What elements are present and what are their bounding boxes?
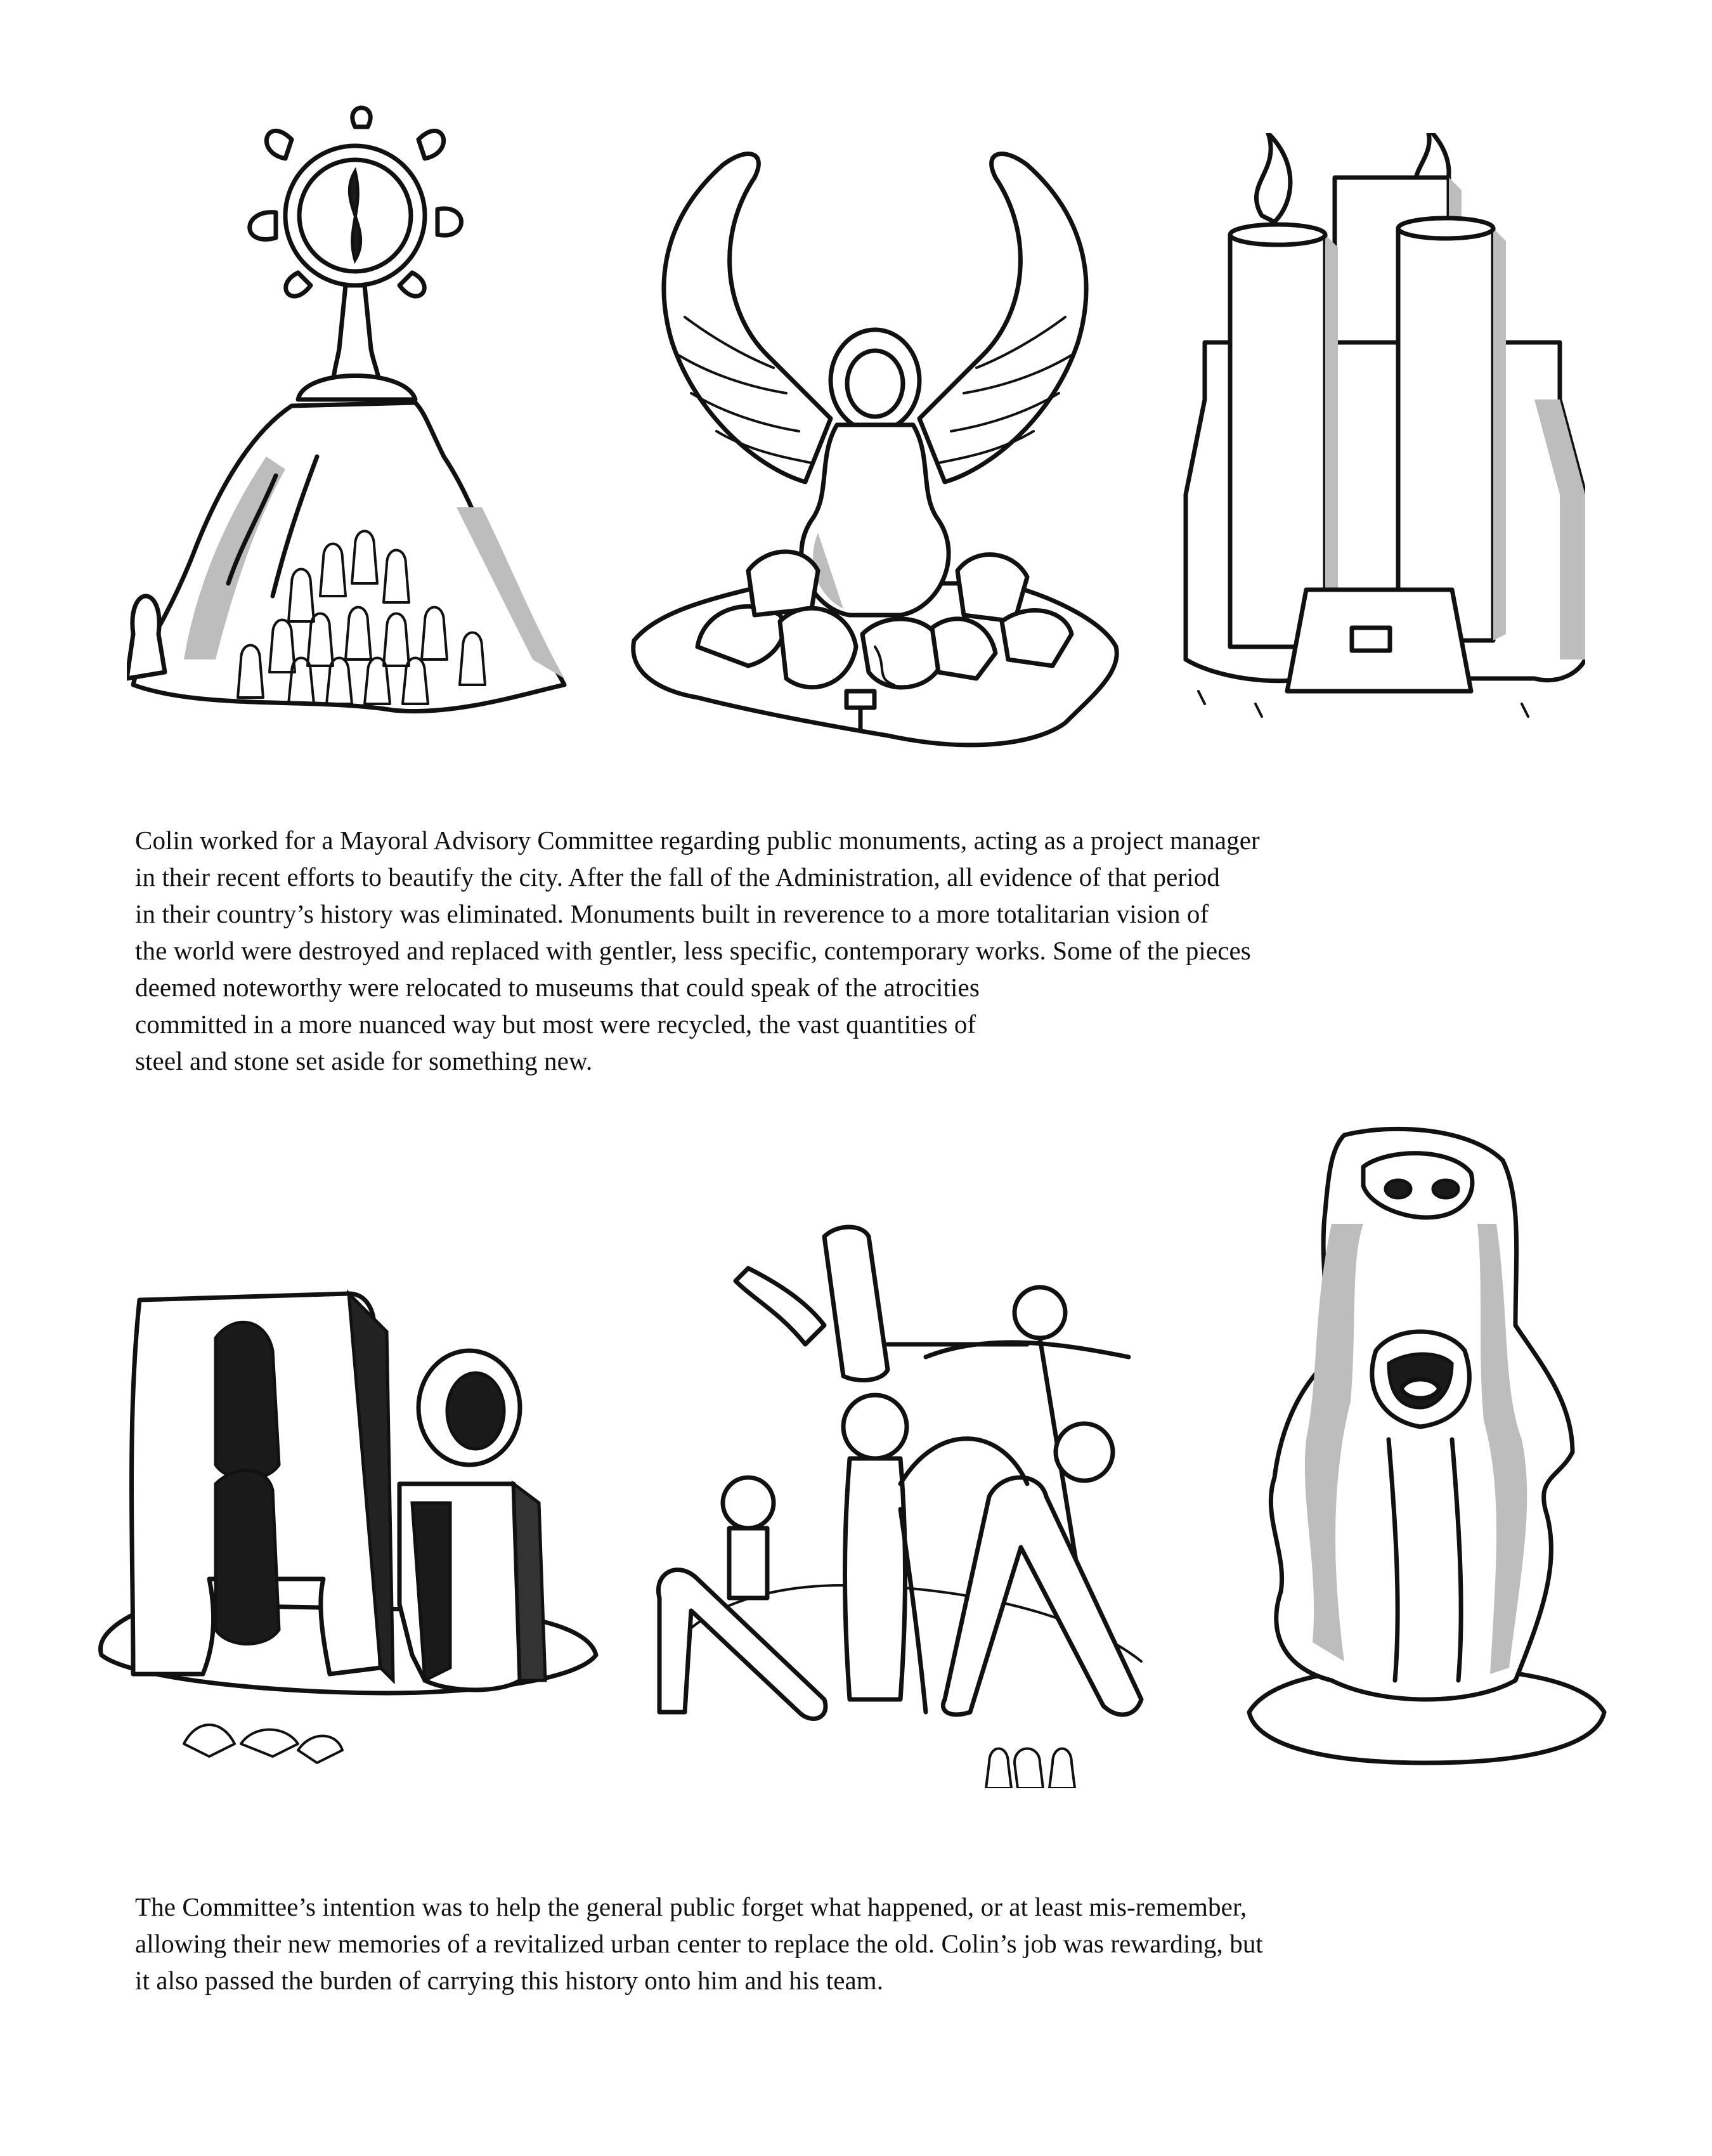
torch-mountain-monument <box>127 101 571 742</box>
paragraph-2-line: allowing their new memories of a revitalized urban center to replace the old. Colin’s job was rewarding, but <box>135 1929 1263 1958</box>
paragraph-1-line: deemed noteworthy were relocated to museums that could speak of the atrocities <box>135 973 980 1002</box>
paragraph-1-line: Colin worked for a Mayoral Advisory Committee regarding public monuments, acting as a project manager <box>135 826 1260 855</box>
gorilla-head-sculpture <box>1243 1122 1611 1801</box>
paragraph-1-line: in their recent efforts to beautify the city. After the fall of the Administration, all evidence of that period <box>135 862 1220 892</box>
paragraph-2 <box>135 1888 1587 1999</box>
winged-figure-monument <box>621 127 1129 761</box>
paragraph-2-line: it also passed the burden of carrying this history onto him and his team. <box>135 1966 884 1995</box>
abstract-figures-playground-sculpture <box>634 1218 1179 1788</box>
paragraph-1-line: steel and stone set aside for something new. <box>135 1046 593 1075</box>
twin-towers-candles-monument <box>1179 133 1585 736</box>
paragraph-1-line: committed in a more nuanced way but most were recycled, the vast quantities of <box>135 1010 976 1039</box>
paragraph-1-line: the world were destroyed and replaced with gentler, less specific, contemporary works. Some of the pieces <box>135 936 1251 965</box>
paragraph-1 <box>135 822 1587 1079</box>
paragraph-1-line: in their country’s history was eliminated. Monuments built in reverence to a more totalitarian vision of <box>135 899 1209 928</box>
hi-letters-sculpture <box>95 1275 602 1769</box>
paragraph-2-line: The Committee’s intention was to help the general public forget what happened, or at least mis-remember, <box>135 1892 1247 1921</box>
